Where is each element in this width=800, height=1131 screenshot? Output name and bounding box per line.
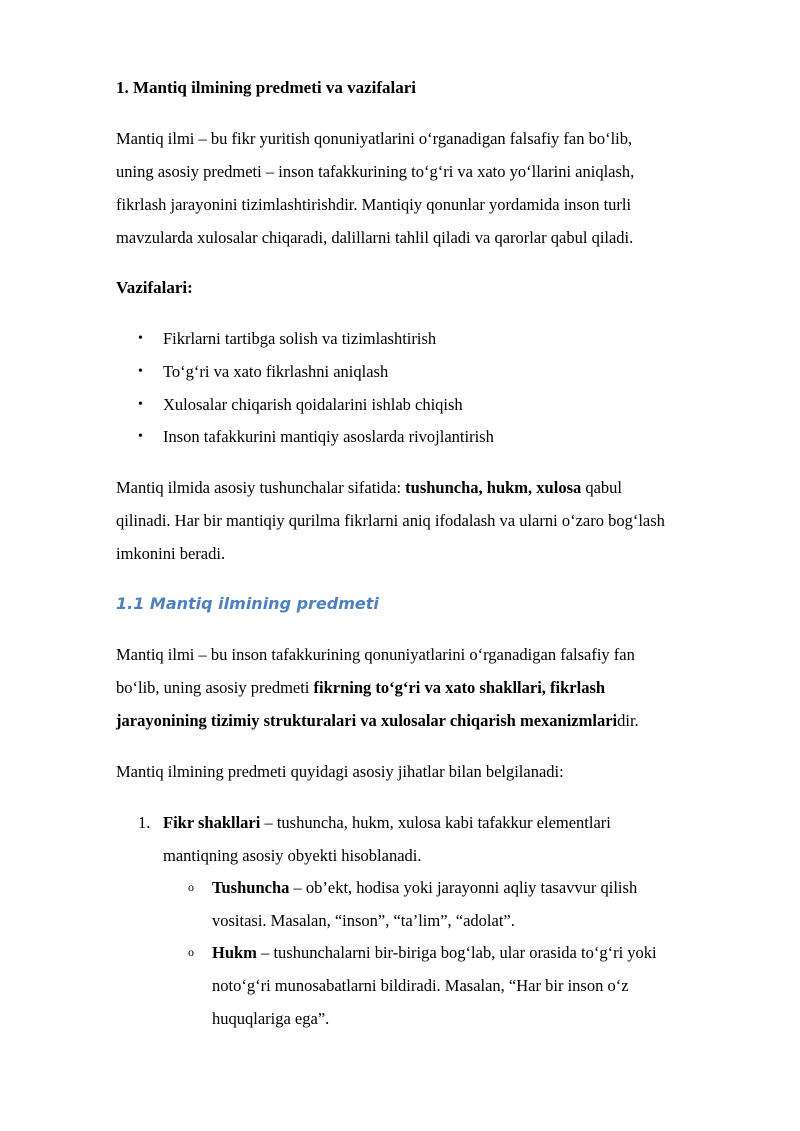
list-item-text: Xulosalar chiqarish qoidalarini ishlab chiqish [163,395,463,414]
concepts-line: qilinadi. Har bir mantiqiy qurilma fikrlarni aniq ifodalash va ularni o‘zaro bog‘lash [116,511,665,530]
aspects-intro: Mantiq ilmining predmeti quyidagi asosiy jihatlar bilan belgilanadi: [116,762,564,781]
ordered-item-line: mantiqning asosiy obyekti hisoblanadi. [163,846,422,865]
concepts-bold: tushuncha, hukm, xulosa [405,478,582,497]
circle-bullet-icon: o [188,880,194,894]
bullet-icon: • [138,331,143,346]
list-item-text: Inson tafakkurini mantiqiy asoslarda rivojlantirish [163,427,494,446]
bullet-icon: • [138,397,143,412]
item-text: – tushuncha, hukm, xulosa kabi tafakkur elementlari [260,813,611,832]
item-number: 1. [138,813,151,832]
sub-item-line: vositasi. Masalan, “inson”, “ta’lim”, “adolat”. [212,911,515,930]
item-term: Fikr shakllari [163,813,261,832]
intro-line: uning asosiy predmeti – inson tafakkurining to‘g‘ri va xato yo‘llarini aniqlash, [116,162,635,181]
subject-text: bo‘lib, uning asosiy predmeti [116,678,314,697]
sub-item-line [212,871,732,904]
bullet-icon: • [138,364,143,379]
bullet-icon: • [138,429,143,444]
circle-bullet-icon: o [188,945,194,959]
subsection-heading: 1.1 Mantiq ilmining predmeti [116,594,379,613]
concepts-line: imkonini beradi. [116,544,226,563]
sub-item-term: Hukm [212,943,257,962]
sub-item-line [212,936,732,969]
subject-paragraph [116,638,756,737]
intro-line: Mantiq ilmi – bu fikr yuritish qonuniyatlarini o‘rganadigan falsafiy fan bo‘lib, [116,129,633,148]
sub-item-body [212,871,732,937]
subject-line [116,671,756,704]
sub-item-body [212,936,732,1035]
subject-bold: jarayonining tizimiy strukturalari va xulosalar chiqarish mexanizmlari [116,711,618,730]
intro-line: fikrlash jarayonini tizimlashtirishdir. Mantiqiy qonunlar yordamida inson turli [116,195,632,214]
concepts-post: qabul [581,478,623,497]
concepts-line [116,471,756,504]
section-heading: 1. Mantiq ilmining predmeti va vazifalari [116,78,417,97]
ordered-item-body [163,806,743,872]
subject-bold: fikrning to‘g‘ri va xato shakllari, fikrlash [313,678,606,697]
list-item-text: To‘g‘ri va xato fikrlashni aniqlash [163,362,389,381]
ordered-item-line [163,806,743,839]
subject-line [116,704,756,737]
list-item-text: Fikrlarni tartibga solish va tizimlashtirish [163,329,437,348]
sub-item-text: – ob’ekt, hodisa yoki jarayonni aqliy tasavvur qilish [289,878,638,897]
sub-item-line: huquqlariga ega”. [212,1009,330,1028]
intro-paragraph [116,122,756,254]
intro-line: mavzularda xulosalar chiqaradi, dalillarni tahlil qiladi va qarorlar qabul qiladi. [116,228,634,247]
sub-item-term: Tushuncha [212,878,290,897]
concepts-paragraph [116,471,756,570]
tasks-heading: Vazifalari: [116,278,193,297]
sub-item-line: noto‘g‘ri munosabatlarni bildiradi. Masalan, “Har bir inson o‘z [212,976,629,995]
subject-text: dir. [617,711,639,730]
concepts-pre: Mantiq ilmida asosiy tushunchalar sifatida: [116,478,406,497]
sub-item-text: – tushunchalarni bir-biriga bog‘lab, ular orasida to‘g‘ri yoki [256,943,657,962]
subject-line: Mantiq ilmi – bu inson tafakkurining qonuniyatlarini o‘rganadigan falsafiy fan [116,645,635,664]
